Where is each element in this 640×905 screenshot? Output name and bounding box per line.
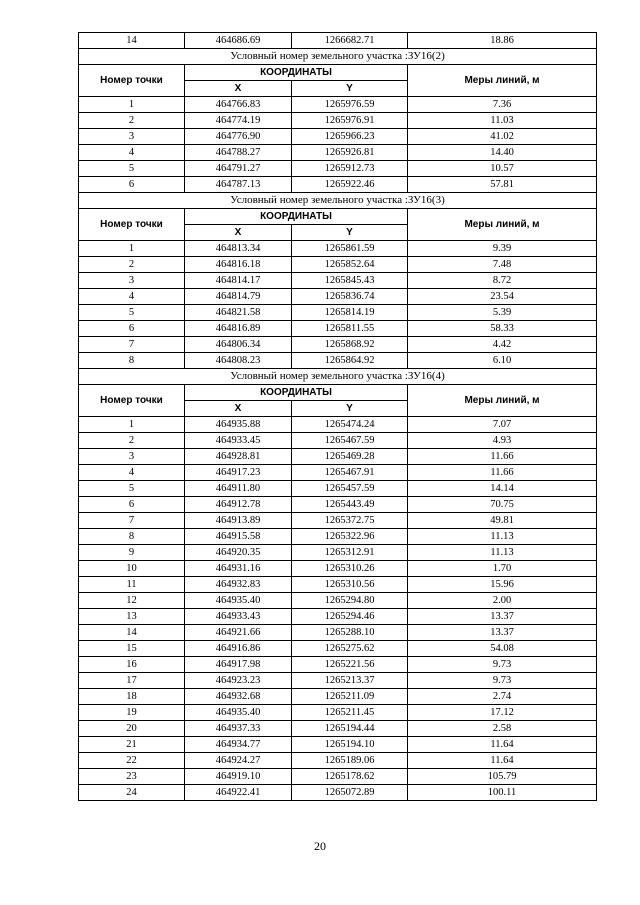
table-row: [79, 417, 597, 433]
table-row: [79, 625, 597, 641]
section-title-row: [79, 369, 597, 385]
table-row: [79, 305, 597, 321]
table-row: [79, 161, 597, 177]
point-number-cell: 20: [79, 721, 185, 737]
line-length-cell: 41.02: [408, 129, 597, 145]
x-coordinate-cell: 464816.18: [185, 257, 292, 273]
point-number-cell: 18: [79, 689, 185, 705]
point-number-cell: 14: [79, 33, 185, 49]
header-row: [79, 209, 597, 225]
line-length-cell: 49.81: [408, 513, 597, 529]
coordinates-header: КООРДИНАТЫ: [185, 385, 408, 401]
y-coordinate-cell: 1265469.28: [292, 449, 408, 465]
x-coordinate-cell: 464917.23: [185, 465, 292, 481]
point-number-cell: 23: [79, 769, 185, 785]
line-length-cell: 11.64: [408, 753, 597, 769]
table-row: [79, 689, 597, 705]
x-coordinate-cell: 464912.78: [185, 497, 292, 513]
table-row: [79, 321, 597, 337]
y-coordinate-cell: 1265372.75: [292, 513, 408, 529]
table-row: [79, 513, 597, 529]
table-row: [79, 721, 597, 737]
x-coordinate-cell: 464923.23: [185, 673, 292, 689]
line-length-cell: 58.33: [408, 321, 597, 337]
x-coordinate-cell: 464935.40: [185, 705, 292, 721]
line-length-cell: 4.93: [408, 433, 597, 449]
y-coordinate-cell: 1265976.91: [292, 113, 408, 129]
line-length-cell: 11.13: [408, 545, 597, 561]
y-coordinate-cell: 1265194.44: [292, 721, 408, 737]
table-row: [79, 673, 597, 689]
point-number-cell: 24: [79, 785, 185, 801]
point-number-cell: 2: [79, 433, 185, 449]
y-coordinate-cell: 1265814.19: [292, 305, 408, 321]
table-row: [79, 289, 597, 305]
point-number-cell: 22: [79, 753, 185, 769]
table-row: [79, 641, 597, 657]
table-row: [79, 609, 597, 625]
line-length-cell: 9.39: [408, 241, 597, 257]
line-length-cell: 100.11: [408, 785, 597, 801]
x-coordinate-cell: 464932.68: [185, 689, 292, 705]
x-coordinate-cell: 464686.69: [185, 33, 292, 49]
x-coordinate-cell: 464916.86: [185, 641, 292, 657]
line-length-cell: 14.40: [408, 145, 597, 161]
x-coordinate-cell: 464917.98: [185, 657, 292, 673]
line-length-cell: 11.03: [408, 113, 597, 129]
line-length-cell: 6.10: [408, 353, 597, 369]
table-row: [79, 561, 597, 577]
x-coordinate-cell: 464776.90: [185, 129, 292, 145]
section-title: Условный номер земельного участка :ЗУ16(4): [79, 369, 597, 385]
y-coordinate-cell: 1265966.23: [292, 129, 408, 145]
line-length-cell: 17.12: [408, 705, 597, 721]
y-coordinate-cell: 1265811.55: [292, 321, 408, 337]
line-length-cell: 10.57: [408, 161, 597, 177]
line-length-cell: 11.13: [408, 529, 597, 545]
y-coordinate-cell: 1265310.56: [292, 577, 408, 593]
y-coordinate-cell: 1265322.96: [292, 529, 408, 545]
header-row: [79, 65, 597, 81]
table-row: [79, 481, 597, 497]
y-coordinate-cell: 1265211.09: [292, 689, 408, 705]
point-number-cell: 6: [79, 497, 185, 513]
table-row: [79, 257, 597, 273]
table-row: [79, 657, 597, 673]
x-coordinate-cell: 464821.58: [185, 305, 292, 321]
line-length-header: Меры линий, м: [408, 209, 597, 241]
x-coordinate-cell: 464920.35: [185, 545, 292, 561]
point-number-cell: 7: [79, 337, 185, 353]
line-length-cell: 9.73: [408, 673, 597, 689]
point-number-cell: 21: [79, 737, 185, 753]
point-number-cell: 16: [79, 657, 185, 673]
table-row: [79, 449, 597, 465]
y-coordinate-cell: 1265926.81: [292, 145, 408, 161]
x-header: X: [185, 225, 292, 241]
point-number-cell: 10: [79, 561, 185, 577]
line-length-cell: 18.86: [408, 33, 597, 49]
point-number-cell: 7: [79, 513, 185, 529]
point-number-cell: 8: [79, 353, 185, 369]
y-coordinate-cell: 1265194.10: [292, 737, 408, 753]
y-coordinate-cell: 1265864.92: [292, 353, 408, 369]
section-title: Условный номер земельного участка :ЗУ16(3): [79, 193, 597, 209]
y-coordinate-cell: 1265852.64: [292, 257, 408, 273]
point-number-cell: 3: [79, 129, 185, 145]
coordinates-header: КООРДИНАТЫ: [185, 209, 408, 225]
x-coordinate-cell: 464922.41: [185, 785, 292, 801]
point-number-cell: 8: [79, 529, 185, 545]
x-coordinate-cell: 464919.10: [185, 769, 292, 785]
page-number: 20: [314, 839, 326, 853]
y-coordinate-cell: 1265072.89: [292, 785, 408, 801]
table-row: [79, 145, 597, 161]
x-coordinate-cell: 464787.13: [185, 177, 292, 193]
y-coordinate-cell: 1265294.46: [292, 609, 408, 625]
table-row: [79, 465, 597, 481]
line-length-cell: 7.48: [408, 257, 597, 273]
point-number-cell: 6: [79, 321, 185, 337]
y-coordinate-cell: 1265467.91: [292, 465, 408, 481]
x-header: X: [185, 81, 292, 97]
table-row: [79, 737, 597, 753]
point-number-cell: 1: [79, 241, 185, 257]
y-coordinate-cell: 1265836.74: [292, 289, 408, 305]
x-coordinate-cell: 464937.33: [185, 721, 292, 737]
line-length-cell: 8.72: [408, 273, 597, 289]
point-number-header: Номер точки: [79, 209, 185, 241]
line-length-cell: 4.42: [408, 337, 597, 353]
section-title: Условный номер земельного участка :ЗУ16(2): [79, 49, 597, 65]
y-coordinate-cell: 1265213.37: [292, 673, 408, 689]
y-header: Y: [292, 81, 408, 97]
point-number-cell: 2: [79, 113, 185, 129]
x-coordinate-cell: 464932.83: [185, 577, 292, 593]
table-row: [79, 785, 597, 801]
x-coordinate-cell: 464791.27: [185, 161, 292, 177]
y-coordinate-cell: 1265294.80: [292, 593, 408, 609]
table-row: [79, 753, 597, 769]
header-row: [79, 385, 597, 401]
x-coordinate-cell: 464766.83: [185, 97, 292, 113]
line-length-cell: 57.81: [408, 177, 597, 193]
y-coordinate-cell: 1265189.06: [292, 753, 408, 769]
table-row: [79, 769, 597, 785]
point-number-cell: 4: [79, 289, 185, 305]
coordinates-document: [78, 32, 596, 801]
y-coordinate-cell: 1265861.59: [292, 241, 408, 257]
line-length-cell: 1.70: [408, 561, 597, 577]
point-number-cell: 5: [79, 305, 185, 321]
line-length-cell: 14.14: [408, 481, 597, 497]
y-coordinate-cell: 1265467.59: [292, 433, 408, 449]
line-length-header: Меры линий, м: [408, 65, 597, 97]
point-number-header: Номер точки: [79, 65, 185, 97]
line-length-cell: 13.37: [408, 609, 597, 625]
y-coordinate-cell: 1265211.45: [292, 705, 408, 721]
x-header: X: [185, 401, 292, 417]
point-number-cell: 13: [79, 609, 185, 625]
point-number-cell: 1: [79, 97, 185, 113]
line-length-cell: 70.75: [408, 497, 597, 513]
point-number-cell: 3: [79, 449, 185, 465]
section-title-row: [79, 193, 597, 209]
line-length-cell: 5.39: [408, 305, 597, 321]
point-number-header: Номер точки: [79, 385, 185, 417]
y-coordinate-cell: 1265922.46: [292, 177, 408, 193]
y-coordinate-cell: 1266682.71: [292, 33, 408, 49]
line-length-cell: 11.64: [408, 737, 597, 753]
table-row: [79, 705, 597, 721]
point-number-cell: 12: [79, 593, 185, 609]
x-coordinate-cell: 464915.58: [185, 529, 292, 545]
x-coordinate-cell: 464928.81: [185, 449, 292, 465]
table-row: [79, 545, 597, 561]
x-coordinate-cell: 464911.80: [185, 481, 292, 497]
x-coordinate-cell: 464924.27: [185, 753, 292, 769]
coordinates-table: [78, 32, 597, 801]
table-row: [79, 241, 597, 257]
x-coordinate-cell: 464933.45: [185, 433, 292, 449]
line-length-cell: 7.36: [408, 97, 597, 113]
point-number-cell: 5: [79, 481, 185, 497]
y-coordinate-cell: 1265275.62: [292, 641, 408, 657]
table-row: [79, 433, 597, 449]
table-row: [79, 97, 597, 113]
coordinates-header: КООРДИНАТЫ: [185, 65, 408, 81]
point-number-cell: 9: [79, 545, 185, 561]
y-coordinate-cell: 1265868.92: [292, 337, 408, 353]
line-length-cell: 11.66: [408, 465, 597, 481]
line-length-cell: 7.07: [408, 417, 597, 433]
line-length-cell: 11.66: [408, 449, 597, 465]
x-coordinate-cell: 464934.77: [185, 737, 292, 753]
x-coordinate-cell: 464816.89: [185, 321, 292, 337]
y-coordinate-cell: 1265474.24: [292, 417, 408, 433]
coordinates-table-body: [79, 33, 597, 801]
point-number-cell: 1: [79, 417, 185, 433]
y-header: Y: [292, 225, 408, 241]
y-coordinate-cell: 1265912.73: [292, 161, 408, 177]
x-coordinate-cell: 464935.40: [185, 593, 292, 609]
x-coordinate-cell: 464806.34: [185, 337, 292, 353]
point-number-cell: 4: [79, 465, 185, 481]
x-coordinate-cell: 464913.89: [185, 513, 292, 529]
table-row: [79, 353, 597, 369]
line-length-header: Меры линий, м: [408, 385, 597, 417]
line-length-cell: 54.08: [408, 641, 597, 657]
y-coordinate-cell: 1265178.62: [292, 769, 408, 785]
table-row: [79, 113, 597, 129]
x-coordinate-cell: 464814.17: [185, 273, 292, 289]
line-length-cell: 9.73: [408, 657, 597, 673]
y-coordinate-cell: 1265312.91: [292, 545, 408, 561]
x-coordinate-cell: 464774.19: [185, 113, 292, 129]
table-row: [79, 337, 597, 353]
point-number-cell: 17: [79, 673, 185, 689]
y-header: Y: [292, 401, 408, 417]
x-coordinate-cell: 464933.43: [185, 609, 292, 625]
line-length-cell: 2.74: [408, 689, 597, 705]
point-number-cell: 4: [79, 145, 185, 161]
x-coordinate-cell: 464813.34: [185, 241, 292, 257]
table-row: [79, 593, 597, 609]
table-row: [79, 33, 597, 49]
line-length-cell: 13.37: [408, 625, 597, 641]
y-coordinate-cell: 1265310.26: [292, 561, 408, 577]
x-coordinate-cell: 464935.88: [185, 417, 292, 433]
point-number-cell: 14: [79, 625, 185, 641]
line-length-cell: 2.58: [408, 721, 597, 737]
table-row: [79, 177, 597, 193]
y-coordinate-cell: 1265845.43: [292, 273, 408, 289]
line-length-cell: 2.00: [408, 593, 597, 609]
section-title-row: [79, 49, 597, 65]
point-number-cell: 19: [79, 705, 185, 721]
x-coordinate-cell: 464788.27: [185, 145, 292, 161]
point-number-cell: 5: [79, 161, 185, 177]
table-row: [79, 129, 597, 145]
x-coordinate-cell: 464921.66: [185, 625, 292, 641]
table-row: [79, 273, 597, 289]
y-coordinate-cell: 1265457.59: [292, 481, 408, 497]
table-row: [79, 497, 597, 513]
y-coordinate-cell: 1265976.59: [292, 97, 408, 113]
x-coordinate-cell: 464931.16: [185, 561, 292, 577]
point-number-cell: 3: [79, 273, 185, 289]
point-number-cell: 6: [79, 177, 185, 193]
point-number-cell: 2: [79, 257, 185, 273]
line-length-cell: 15.96: [408, 577, 597, 593]
point-number-cell: 15: [79, 641, 185, 657]
y-coordinate-cell: 1265221.56: [292, 657, 408, 673]
x-coordinate-cell: 464814.79: [185, 289, 292, 305]
line-length-cell: 105.79: [408, 769, 597, 785]
table-row: [79, 577, 597, 593]
y-coordinate-cell: 1265288.10: [292, 625, 408, 641]
x-coordinate-cell: 464808.23: [185, 353, 292, 369]
line-length-cell: 23.54: [408, 289, 597, 305]
table-row: [79, 529, 597, 545]
point-number-cell: 11: [79, 577, 185, 593]
y-coordinate-cell: 1265443.49: [292, 497, 408, 513]
